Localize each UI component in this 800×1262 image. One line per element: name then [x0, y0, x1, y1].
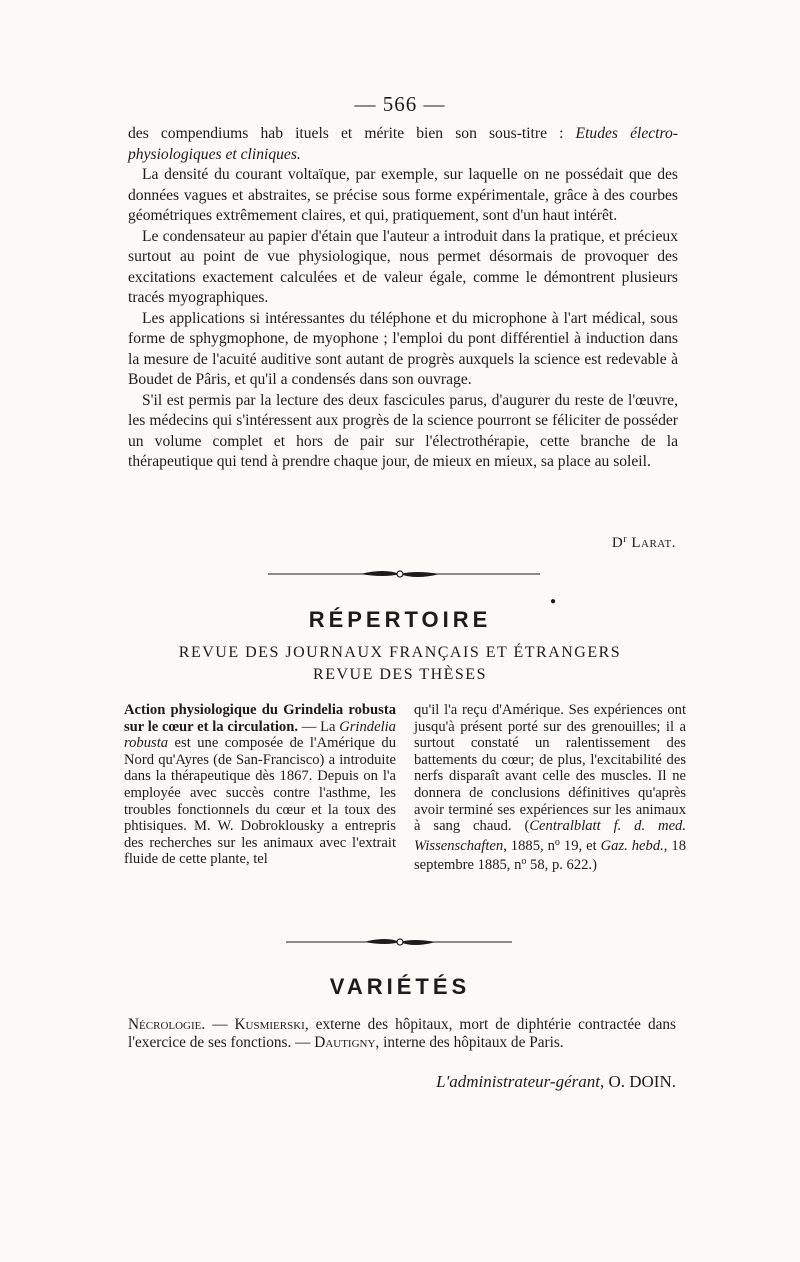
citation-journal: Gaz. hebd.: [600, 837, 664, 854]
repertoire-subheading: REVUE DES THÈSES: [313, 666, 487, 683]
book-review: [128, 124, 678, 473]
review-paragraph: [128, 124, 678, 165]
book-subtitle: Etudes électro-physiologiques et cliniques.: [128, 125, 678, 163]
review-paragraph: Le condensateur au papier d'étain que l'auteur a introduit dans la pratique, et précieux surtout au point de vue physiologique, nous permet désormais de provoquer des excitations exactement calculées et de valeur égale, comme le démontrent plusieurs tracés myographiques.: [128, 227, 678, 306]
review-paragraph: La densité du courant voltaïque, par exemple, sur laquelle on ne possédait que des données vagues et abstraites, se précise sous forme expérimentale, grâce à des courbes géométriques extrêmement claires, et qui, pratiquement, sont d'un haut intérêt.: [128, 166, 678, 224]
citation-journal: Centralblatt f. d. med. Wissenschaften: [414, 818, 686, 854]
administrator-signature: [128, 1072, 676, 1092]
signature-name: Larat.: [631, 535, 676, 551]
necrology-text: —: [205, 1016, 235, 1033]
review-text: des compendiums hab ituels et mérite bien son sous-titre :: [128, 125, 576, 142]
dot-mark: ●: [550, 596, 557, 607]
necrology-notice: [128, 1016, 676, 1051]
article-text: — La: [297, 718, 340, 735]
article-title: Action physiologique du Grindelia robusta sur le cœur et la circulation.: [124, 702, 396, 735]
signature-title-sup: r: [623, 534, 628, 545]
necrology-text: , interne des hôpitaux de Paris.: [375, 1033, 564, 1051]
article-text: , 18 septembre 1885, n: [414, 837, 686, 874]
necrology-label: Nécrologie.: [128, 1016, 206, 1033]
review-paragraph: S'il est permis par la lecture des deux fascicules parus, d'augurer du reste de l'œuvre, les médecins qui s'intéressent aux progrès de la science pourront se féliciter de posséder un volume complet et hors de pair sur l'électrothérapie, cette branche de la thérapeutique qui tend à prendre chaque jour, de mieux en mieux, sa place au soleil.: [128, 391, 678, 470]
review-paragraph: Les applications si intéressantes du téléphone et du microphone à l'art médical, sous forme de sphygmophone, de myophone ; l'emploi du pont différentiel à induction dans la mesure de l'acuité auditive sont autant de progrès auxquels la science est redevable à Boudet de Pâris, et qu'il a condensés dans son ouvrage.: [128, 309, 678, 388]
review-signature: [128, 534, 676, 552]
article-column-left: [124, 702, 396, 868]
article-text: qu'il l'a reçu d'Amérique. Ses expériences ont jusqu'à présent porté sur des grenouilles; il a surtout constaté un ralentissement des battements du cœur; de plus, l'excitabilité des nerfs disparaît avant celle des muscles. Il ne donnera de conclusions définitives qu'après avoir terminé ses expériences sur les animaux à sang chaud. (: [414, 702, 686, 835]
article-text: est une composée de l'Amérique du Nord qu'Ayres (de San-Francisco) a introduite dans la thérapeutique dès 1867. Depuis on l'a employée avec succès contre l'asthme, les troubles fonctionnels du cœur et la toux des phtisiques. M. W. Dobroklousky a entrepris des recherches sur les animaux avec l'extrait fluide de cette plante, tel: [124, 735, 396, 868]
page-number: — 566 —: [354, 92, 446, 116]
administrator-name: O. DOIN.: [604, 1072, 676, 1091]
necrology-name: Dautigny: [314, 1033, 376, 1051]
section-title-repertoire: RÉPERTOIRE: [308, 607, 492, 632]
ornamental-rule: [0, 935, 800, 949]
necrology-text: , externe des hôpitaux, mort de diphtérie contractée dans l'exercice de ses fonctions. —: [128, 1016, 676, 1051]
repertoire-subheading: REVUE DES JOURNAUX FRANÇAIS ET ÉTRANGERS: [178, 644, 622, 661]
article-text: 58, p. 622.): [526, 857, 597, 874]
article-text: 19, et: [559, 837, 601, 854]
numero-sup: o: [554, 836, 560, 848]
section-title-varietes: VARIÉTÉS: [329, 974, 471, 999]
plant-name: Grindelia robusta: [124, 718, 396, 752]
ornamental-rule: [0, 567, 800, 581]
necrology-name: Kusmierski: [234, 1016, 305, 1033]
signature-title: D: [611, 535, 624, 551]
numero-sup: o: [521, 856, 527, 868]
administrator-label: L'administrateur-gérant,: [436, 1072, 605, 1091]
article-column-right: [414, 702, 686, 874]
article-text: , 1885, n: [503, 837, 555, 854]
